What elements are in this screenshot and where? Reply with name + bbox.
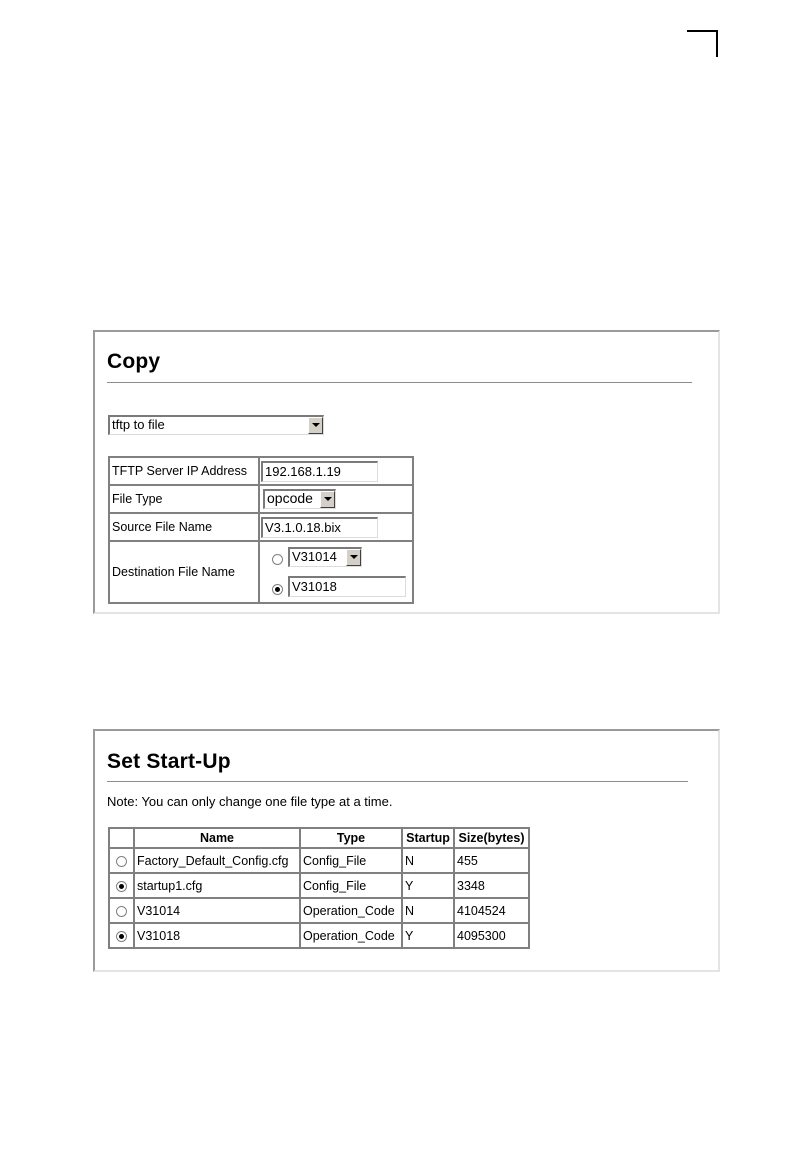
copy-title-rule <box>107 382 692 384</box>
existing-file-select[interactable] <box>288 547 362 567</box>
col-select <box>109 828 134 848</box>
source-file-input[interactable]: V3.1.0.18.bix <box>261 517 378 538</box>
file-type-select[interactable] <box>263 489 336 509</box>
file-size: 4095300 <box>454 923 529 948</box>
col-size: Size(bytes) <box>454 828 529 848</box>
col-type: Type <box>300 828 402 848</box>
chevron-down-icon[interactable] <box>320 491 335 508</box>
table-row <box>109 873 529 898</box>
row-select-radio[interactable] <box>116 881 127 892</box>
file-name: startup1.cfg <box>134 873 300 898</box>
chevron-down-icon[interactable] <box>346 549 361 566</box>
file-size: 455 <box>454 848 529 873</box>
file-type: Operation_Code <box>300 898 402 923</box>
startup-panel <box>93 729 720 972</box>
file-startup: Y <box>402 923 454 948</box>
file-size: 3348 <box>454 873 529 898</box>
table-header-row <box>109 828 529 848</box>
copy-form-table <box>108 456 414 604</box>
file-type: Config_File <box>300 873 402 898</box>
file-name: V31014 <box>134 898 300 923</box>
new-file-input[interactable]: V31018 <box>288 576 406 597</box>
startup-file-table <box>108 827 530 949</box>
file-startup: N <box>402 898 454 923</box>
file-type-value: opcode <box>267 490 313 506</box>
file-type: Config_File <box>300 848 402 873</box>
existing-file-radio[interactable] <box>272 554 283 565</box>
startup-note: Note: You can only change one file type at a time. <box>107 794 393 809</box>
file-size: 4104524 <box>454 898 529 923</box>
new-file-radio[interactable] <box>272 584 283 595</box>
table-row <box>109 848 529 873</box>
copy-mode-select[interactable] <box>108 415 324 435</box>
file-startup: N <box>402 848 454 873</box>
page-corner-mark <box>687 30 718 57</box>
copy-mode-value: tftp to file <box>112 417 165 432</box>
tftp-server-input[interactable]: 192.168.1.19 <box>261 461 378 482</box>
existing-file-value: V31014 <box>292 549 337 564</box>
file-name: Factory_Default_Config.cfg <box>134 848 300 873</box>
table-row <box>109 898 529 923</box>
chevron-down-icon[interactable] <box>308 417 323 434</box>
startup-title-rule <box>107 781 688 783</box>
file-type-label: File Type <box>109 485 259 513</box>
row-select-radio[interactable] <box>116 856 127 867</box>
row-select-radio[interactable] <box>116 931 127 942</box>
col-name: Name <box>134 828 300 848</box>
startup-title: Set Start-Up <box>107 750 231 773</box>
file-type: Operation_Code <box>300 923 402 948</box>
row-select-radio[interactable] <box>116 906 127 917</box>
destination-file-label: Destination File Name <box>109 541 259 603</box>
source-file-label: Source File Name <box>109 513 259 541</box>
tftp-server-label: TFTP Server IP Address <box>109 457 259 485</box>
copy-title: Copy <box>107 350 161 373</box>
table-row <box>109 923 529 948</box>
file-startup: Y <box>402 873 454 898</box>
copy-panel <box>93 330 720 614</box>
file-name: V31018 <box>134 923 300 948</box>
col-startup: Startup <box>402 828 454 848</box>
